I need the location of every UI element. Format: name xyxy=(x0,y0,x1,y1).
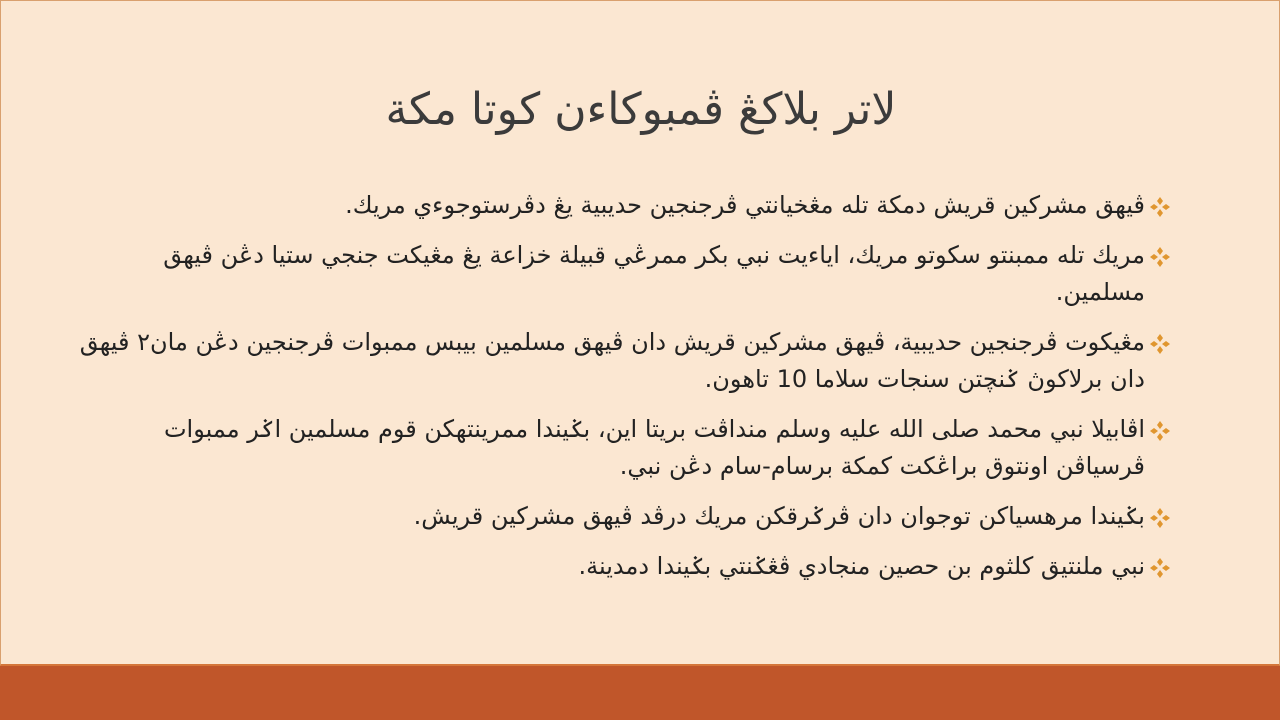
quad-diamond-bullet-icon xyxy=(1149,246,1171,268)
bullet-text: اڤابيلا نبي محمد صلى الله عليه وسلم منداڤت بريتا اين، بݢيندا ممرينتهكن قوم مسلمين اݢر ممبوات ڤرسياڤن اونتوق براڠكت كمكة برسام-سام دڠن نبي. xyxy=(163,415,1145,480)
quad-diamond-bullet-icon xyxy=(1149,557,1171,579)
bullet-text: مريك تله ممبنتو سكوتو مريك، اياءيت نبي بكر ممرڠي قبيلة خزاعة يڠ مڠيكت جنجي ستيا دڠن ڤيهق مسلمين. xyxy=(163,241,1145,306)
bullet-item xyxy=(73,187,1171,224)
bullet-item xyxy=(73,324,1171,398)
bullet-text: ڤيهق مشركين قريش دمكة تله مڠخيانتي ڤرجنجين حديبية يڠ دڤرستوجوءي مريك. xyxy=(345,191,1145,219)
quad-diamond-bullet-icon xyxy=(1149,333,1171,355)
slide-title: لاتر بلاكڠ ڤمبوكاءن كوتا مكة xyxy=(385,84,897,135)
bullet-list xyxy=(73,187,1171,598)
quad-diamond-bullet-icon xyxy=(1149,196,1171,218)
bullet-text: مڠيكوت ڤرجنجين حديبية، ڤيهق مشركين قريش دان ڤيهق مسلمين بيبس ممبوات ڤرجنجين دڠن مان٢ ڤيهق دان برلاكوڽ ݢنچتن سنجات سلاما 10 تاهون. xyxy=(79,328,1145,393)
slide-bottom-band xyxy=(0,666,1280,720)
bullet-text: بݢيندا مرهسياكن توجوان دان ڤرݢرقكن مريك درڤد ڤيهق مشركين قريش. xyxy=(413,502,1145,530)
bullet-item xyxy=(73,237,1171,311)
bullet-item xyxy=(73,411,1171,485)
bullet-text: نبي ملنتيق كلثوم بن حصين منجادي ڤڠݢنتي بݢيندا دمدينة. xyxy=(578,552,1145,580)
bullet-item xyxy=(73,548,1171,585)
quad-diamond-bullet-icon xyxy=(1149,507,1171,529)
bullet-item xyxy=(73,498,1171,535)
quad-diamond-bullet-icon xyxy=(1149,420,1171,442)
